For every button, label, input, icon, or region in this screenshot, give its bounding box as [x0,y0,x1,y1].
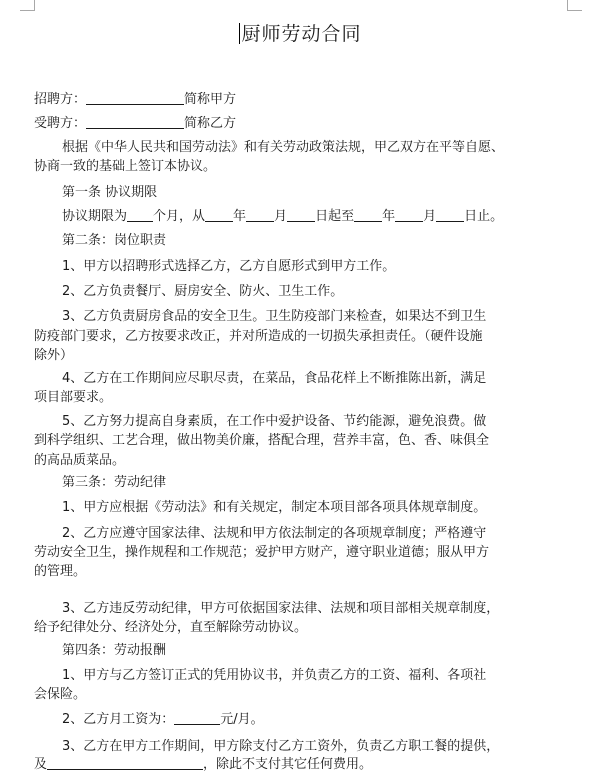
intro-line-2: 协商一致的基础上签订本协议。 [34,159,217,174]
start-month-blank[interactable] [246,208,274,222]
article-2-item-5-line-1: 5、乙方努力提高自身素质，在工作中爱护设备、节约能源，避免浪费。做 [62,414,487,429]
intro-line-1: 根据《中华人民共和国劳动法》和有关劳动政策法规，甲乙双方在平等自愿、 [62,140,505,155]
article-2-item-5-line-2: 到科学组织、工艺合理，做出物美价廉，搭配合理，营养丰富，色、香、味俱全 [34,433,490,448]
start-year-blank[interactable] [205,208,233,222]
article-3-title: 第三条：劳动纪律 [62,475,167,490]
employer-suffix: 简称甲方 [184,92,237,107]
article-3-item-2-line-2: 劳动安全卫生，操作规程和工作规范；爱护甲方财产，遵守职业道德；服从甲方 [34,545,490,560]
document-title: 厨师劳动合同 [241,23,362,45]
salary-prefix: 2、乙方月工资为： [62,712,175,727]
article-3-item-2-line-1: 2、乙方应遵守国家法律、法规和甲方依法制定的各项规章制度；严格遵守 [62,526,487,541]
article-2-item-2: 2、乙方负责餐厅、厨房安全、防火、卫生工作。 [62,284,344,299]
article-3-item-3-line-2: 给予纪律处分、经济处分，直至解除劳动协议。 [34,620,308,635]
end-day-blank[interactable] [436,208,464,222]
term-months-blank[interactable] [127,208,153,222]
margin-corner-mark-right [567,0,582,11]
article-1-title: 第一条 协议期限 [62,185,158,200]
article-3-item-1: 1、甲方应根据《劳动法》和有关规定，制定本项目部各项具体规章制度。 [62,500,487,515]
employee-line [34,113,569,135]
article-3-item-3-line-1: 3、乙方违反劳动纪律，甲方可依据国家法律、法规和项目部相关规章制度， [62,601,500,616]
employer-label: 招聘方： [34,92,87,107]
article-2-item-3-line-2: 防疫部门要求，乙方按要求改正，并对所造成的一切损失承担责任。（硬件设施 [34,329,483,344]
article-4-item-2 [62,709,569,731]
end-month-blank[interactable] [395,208,423,222]
employee-suffix: 简称乙方 [184,116,237,131]
end-year-blank[interactable] [354,208,382,222]
document-title-block[interactable] [0,22,601,46]
salary-suffix: 元/月。 [220,712,264,727]
term-text: 年 [382,209,396,224]
term-text: 月 [423,209,437,224]
article-2-item-1: 1、甲方以招聘形式选择乙方，乙方自愿形式到甲方工作。 [62,259,396,274]
article-4-title: 第四条：劳动报酬 [62,643,167,658]
start-day-blank[interactable] [287,208,315,222]
employee-blank[interactable] [86,115,184,129]
employee-label: 受聘方： [34,116,87,131]
article-3-item-2-line-3: 的管理。 [34,564,87,579]
article-4-item-1-line-2: 会保险。 [34,687,87,702]
meal-prefix: 及 [34,757,48,772]
meal-provision-blank[interactable] [47,756,203,770]
term-text: 协议期限为 [62,209,128,224]
article-4-item-1-line-1: 1、甲方与乙方签订正式的凭用协议书，并负责乙方的工资、福利、各项社 [62,668,487,683]
meal-suffix: ，除此不支付其它任何费用。 [203,757,373,772]
term-text: 个月，从 [153,209,206,224]
article-2-item-5-line-3: 的高品质菜品。 [34,453,126,468]
article-2-item-3-line-1: 3、乙方负责厨房食品的安全卫生。卫生防疫部门来检查，如果达不到卫生 [62,309,487,324]
term-text: 日止。 [464,209,504,224]
article-4-item-3-line-1: 3、乙方在甲方工作期间，甲方除支付乙方工资外，负责乙方职工餐的提供， [62,739,500,754]
monthly-salary-blank[interactable] [174,711,220,725]
article-2-item-4-line-1: 4、乙方在工作期间应尽职尽责，在菜品，食品花样上不断推陈出新，满足 [62,371,487,386]
term-text: 年 [233,209,247,224]
employer-blank[interactable] [86,91,184,105]
term-text: 日起至 [315,209,355,224]
margin-corner-mark-left [20,0,35,11]
term-text: 月 [274,209,288,224]
article-1-term [62,206,569,228]
article-2-item-3-line-3: 除外） [34,348,74,363]
article-2-title: 第二条：岗位职责 [62,233,167,248]
article-2-item-4-line-2: 项目部要求。 [34,390,113,405]
employer-line [34,89,569,111]
